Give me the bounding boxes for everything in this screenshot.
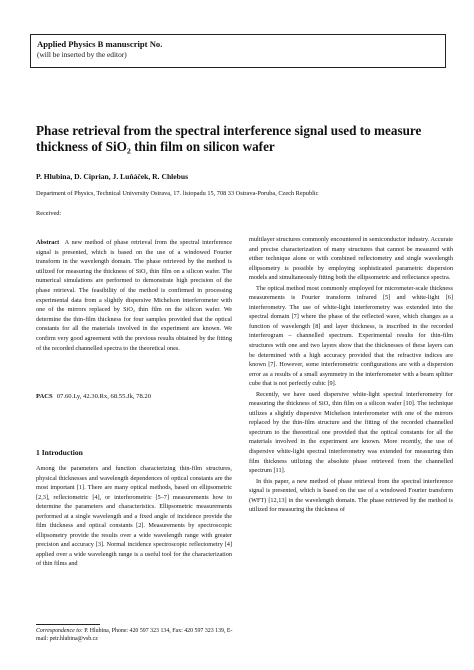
intro-paragraph: Among the parameters and function characterizing thin-film structures, physical thicknesses and wavelength dependences of optical constants are the most important [1]. There are many optical methods, based on ellipsometric [2,3], reflectometric [4], or interferometric [5–7] measurements how to determine the parameters and characteristics. Ellipsometric measurements performed at a single wavelength and a fixed angle of incidence provide the film thickness and optical constants [2]. Measurements by spectroscopic ellipsometry provide the results over a wide wavelength range with greater precision and accuracy [3]. Normal incidence spectroscopic reflectometry [4] applied over a wide wavelength range is a useful tool for the characterization of thin films and: [36, 465, 232, 568]
abstract-label: Abstract: [36, 239, 60, 246]
pacs-codes: 07.60.Ly, 42.30.Rx, 68.55.Jk, 78.20: [56, 393, 152, 400]
footnote-label: Correspondence to:: [36, 628, 83, 634]
right-paragraph-1: multilayer structures commonly encountered in semiconductor industry. Accurate and precise characterization of many structures that cannot be measured with either technique alone or with combined reflectometry and single wavelength ellipsometry is possible by employing sophisticated parametric dispersion models and simultaneously fitting both the ellipsometric and reflectance spectra.: [249, 236, 453, 282]
footnote-text: P. Hlubina, Phone: 420 597 323 134, Fax: 420 597 323 139, E-mail: petr.hlubina@vsb.cz: [36, 628, 233, 643]
right-column: [249, 235, 453, 515]
section-heading-introduction: 1 Introduction: [36, 448, 83, 457]
footnote-rule: [36, 624, 100, 625]
editor-note: (will be inserted by the editor): [37, 50, 127, 59]
pacs-label: PACS: [36, 393, 53, 400]
paper-title: Phase retrieval from the spectral interference signal used to measure thickness of SiO₂ thin film on silicon wafer: [36, 123, 422, 154]
right-paragraph-3: Recently, we have used dispersive white-light spectral interferometry for measuring the thickness of SiO₂ thin film on a silicon wafer [10]. The technique utilizes a slightly dispersive Michelson interferometer with one of the mirrors replaced by the thin-film structure and the fitting of the recorded channelled spectrum to the theoretical one provided that the optical constants for all the materials involved in the experiment are known. More recently, the use of dispersive white-light spectral interferometry was extended for measuring thin film thickness utilizing the absolute phase retrieved from the channelled spectrum [11].: [249, 390, 453, 475]
journal-title: Applied Physics B manuscript No.: [37, 39, 163, 49]
right-paragraph-2: The optical method most commonly employed for micrometer-scale thickness measurements is Fourier transform infrared [5] and white-light [6] interferometry. The use of white-light interferometry was extended into the spectral domain [7] where the phase of the reflected wave, which changes as a function of wavelength [8] and layer thickness, is inscribed in the recorded interferogram – channelled spectrum. Experimental results for thin-film structures with one and two layers show that the thicknesses of these layers can be determined with a high accuracy provided that the refractive indices are known [7]. However, some interferometric configurations are with a dispersion error as a results of a small asymmetry in the interferometer with a beam splitter cube that is not perfectly cubic [9].: [249, 284, 453, 388]
pacs-line: [36, 393, 232, 400]
abstract-text: A new method of phase retrieval from the spectral interference signal is presented, which is based on the use of a windowed Fourier transform in the wavelength domain. The phase retrieved by the method is utilized for measuring the thickness of SiO₂ thin film on a silicon wafer. The numerical simulations are performed to demonstrate high precision of the phase retrieval. The feasibility of the method is confirmed in processing experimental data from a slightly dispersive Michelson interferometer with one of the mirrors replaced by SiO₂ thin film on the silicon wafer. We determine the thin-film thickness for four samples provided that the optical constants for all the materials involved in the experiment are known. We confirm very good agreement with the previous results obtained by the fitting of the recorded channelled spectra to the theoretical ones.: [36, 239, 233, 352]
correspondence-footnote: [36, 627, 236, 644]
affiliation: Department of Physics, Technical University Ostrava, 17. listopadu 15, 708 33 Ostrava-Poruba, Czech Republic: [36, 190, 319, 197]
abstract: [36, 238, 232, 353]
received-date: Received:: [36, 210, 62, 217]
manuscript-header-box: [30, 34, 446, 68]
right-paragraph-4: In this paper, a new method of phase retrieval from the spectral interference signal is presented, which is based on the use of a windowed Fourier transform (WFT) [12,13] in the wavelength domain. The phase retrieved by the method is utilized for measuring the thickness of: [249, 477, 453, 514]
author-list: P. Hlubina, D. Ciprian, J. Luňáček, R. Chlebus: [36, 172, 189, 181]
